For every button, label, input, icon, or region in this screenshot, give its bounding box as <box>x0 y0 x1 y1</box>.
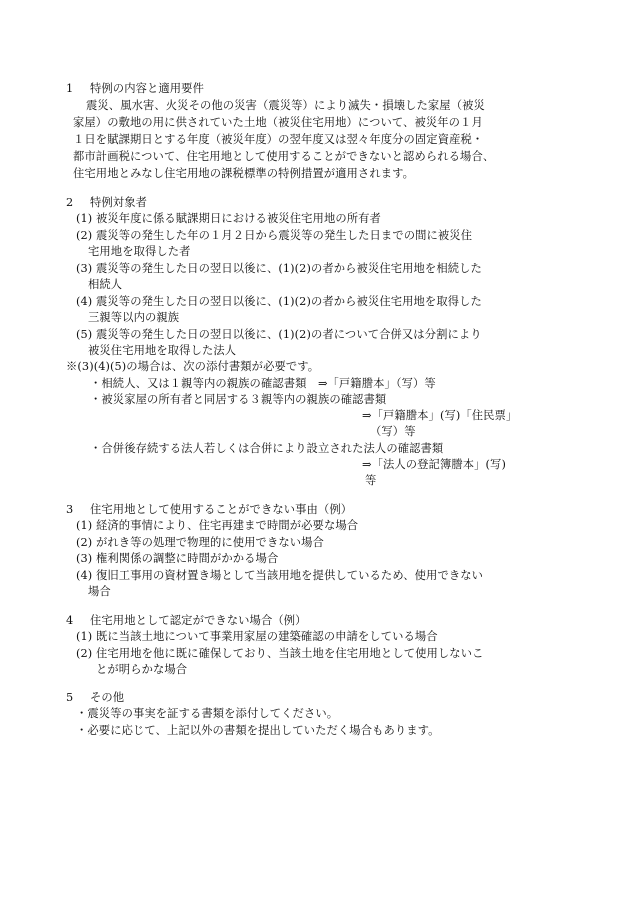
list-item-continuation: 相続人 <box>88 278 123 291</box>
list-item: (2) がれき等の処理で物理的に使用できない場合 <box>76 536 324 549</box>
list-item: (3) 震災等の発生した日の翌日以後に、(1)(2)の者から被災住宅用地を相続した <box>76 262 482 275</box>
list-item: (3) 権利関係の調整に時間がかかる場合 <box>76 552 279 565</box>
required-documents-note: ※(3)(4)(5)の場合は、次の添付書類が必要です。 <box>66 360 320 373</box>
section-1-paragraph-line: 震災、風水害、火災その他の災害（震災等）により滅失・損壊した家屋（被災 <box>86 99 485 112</box>
document-item: ・合併後存続する法人若しくは合併により設立された法人の確認書類 <box>90 442 444 455</box>
list-item: (4) 復旧工事用の資材置き場として当該用地を提供しているため、使用できない <box>76 569 484 582</box>
list-item: (5) 震災等の発生した日の翌日以後に、(1)(2)の者について合併又は分割により <box>76 328 482 341</box>
section-1-heading: 1 特例の内容と適用要件 <box>66 82 204 95</box>
document-item: ・相続人、又は１親等内の親族の確認書類 ⇒「戸籍謄本」（写）等 <box>90 377 436 390</box>
list-item-continuation: とが明らかな場合 <box>96 663 188 676</box>
list-item-continuation: 宅用地を取得した者 <box>88 245 191 258</box>
list-item-continuation: 場合 <box>88 585 111 598</box>
list-item: (4) 震災等の発生した日の翌日以後に、(1)(2)の者から被災住宅用地を取得した <box>76 295 482 308</box>
document-requirement: ⇒「戸籍謄本」(写)「住民票」 <box>362 409 518 422</box>
list-item: (2) 震災等の発生した年の１月２日から震災等の発生した日までの間に被災住 <box>76 229 473 242</box>
bullet-item: ・震災等の事実を証する書類を添付してください。 <box>76 707 339 720</box>
list-item-continuation: 被災住宅用地を取得した法人 <box>88 344 237 357</box>
document-requirement: 等 <box>365 474 377 487</box>
section-5-heading: 5 その他 <box>66 691 125 704</box>
list-item: (1) 被災年度に係る賦課期日における被災住宅用地の所有者 <box>76 212 381 225</box>
section-1-paragraph-line: 都市計画税について、住宅用地として使用することができないと認められる場合、 <box>73 150 495 163</box>
list-item: (1) 経済的事情により、住宅再建まで時間が必要な場合 <box>76 519 359 532</box>
bullet-item: ・必要に応じて、上記以外の書類を提出していただく場合もあります。 <box>76 724 440 737</box>
document-requirement: ⇒「法人の登記簿謄本」(写) <box>362 458 506 471</box>
section-2-heading: 2 特例対象者 <box>66 196 147 209</box>
section-1-paragraph-line: 家屋）の敷地の用に供されていた土地（被災住宅用地）について、被災年の１月 <box>73 116 483 129</box>
list-item: (1) 既に当該土地について事業用家屋の建築確認の申請をしている場合 <box>76 630 438 643</box>
document-requirement: （写）等 <box>370 425 416 438</box>
section-1-paragraph-line: 住宅用地とみなし住宅用地の課税標準の特例措置が適用されます。 <box>73 167 415 180</box>
section-3-heading: 3 住宅用地として使用することができない事由（例） <box>66 503 353 516</box>
list-item-continuation: 三親等以内の親族 <box>88 311 180 324</box>
section-4-heading: 4 住宅用地として認定ができない場合（例） <box>66 614 307 627</box>
list-item: (2) 住宅用地を他に既に確保しており、当該土地を住宅用地として使用しないこ <box>76 647 484 660</box>
section-1-paragraph-line: １日を賦課期日とする年度（被災年度）の翌年度又は翌々年度分の固定資産税・ <box>73 133 484 146</box>
document-item: ・被災家屋の所有者と同居する３親等内の親族の確認書類 <box>90 393 387 406</box>
